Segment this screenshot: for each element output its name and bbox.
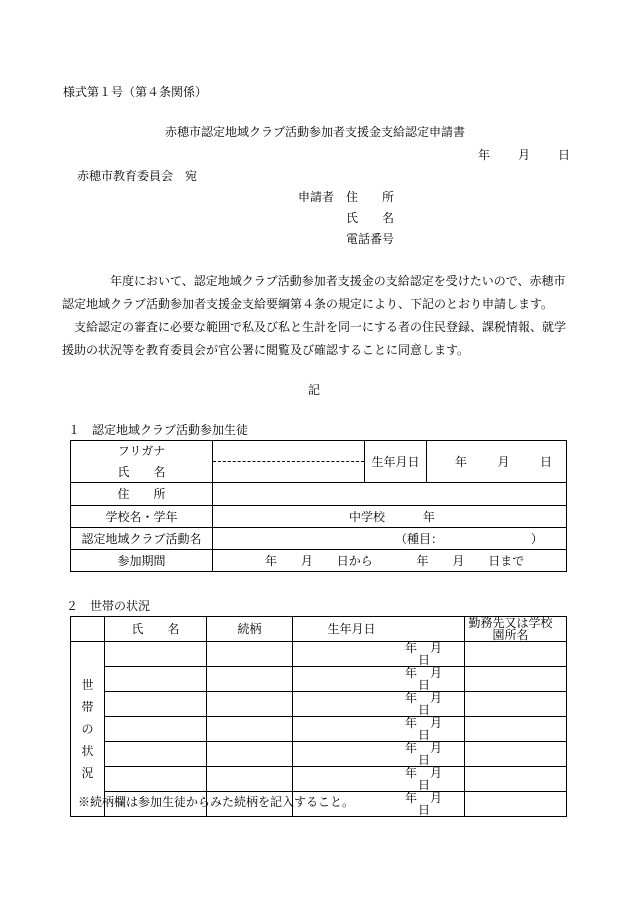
body-paragraph-1: 年度において、認定地域クラブ活動参加者支援金の支給認定を受けたいので、赤穂市認定地域クラブ活動参加者支援金支給要綱第４条の規定により、下記のとおり申請します。 xyxy=(62,274,566,311)
student-name-field[interactable] xyxy=(213,462,365,483)
member-birth-year-label: 年 xyxy=(405,741,418,755)
member-birth-month-label: 月 xyxy=(430,691,443,705)
side-label-char: 世 xyxy=(81,678,94,692)
member-birth-day-label: 日 xyxy=(418,728,431,742)
header-birthdate: 生年月日 xyxy=(293,617,465,642)
member-workplace-cell[interactable] xyxy=(465,717,567,742)
header-workplace: 勤務先又は学校園所名 xyxy=(465,617,567,642)
side-label-char: の xyxy=(81,722,94,736)
member-birthdate-cell[interactable] xyxy=(293,767,465,792)
member-birth-day-label: 日 xyxy=(418,803,431,817)
club-name-field[interactable] xyxy=(213,528,567,550)
period-from-day: 日から xyxy=(336,553,373,568)
school-suffix: 中学校 xyxy=(349,509,386,524)
furigana-field[interactable] xyxy=(213,441,365,462)
student-table xyxy=(70,440,567,572)
member-birth-month-label: 月 xyxy=(430,641,443,655)
furigana-label: フリガナ xyxy=(71,441,213,462)
applicant-address-label: 住 所 xyxy=(346,190,395,204)
period-field[interactable] xyxy=(213,550,567,572)
date-day-label: 日 xyxy=(557,148,570,162)
side-label-char: 状 xyxy=(81,744,94,758)
student-name-label: 氏 名 xyxy=(71,462,213,483)
side-label-char: 況 xyxy=(81,766,94,780)
member-birth-year-label: 年 xyxy=(405,716,418,730)
member-birthdate-cell[interactable] xyxy=(293,742,465,767)
member-birth-year-label: 年 xyxy=(405,666,418,680)
household-rows xyxy=(71,642,567,817)
period-to-month: 月 xyxy=(452,553,465,568)
table-row xyxy=(71,667,567,692)
member-birth-day-label: 日 xyxy=(418,653,431,667)
student-address-label: 住 所 xyxy=(71,483,213,506)
member-birth-month-label: 月 xyxy=(430,741,443,755)
ki-heading: 記 xyxy=(308,383,321,397)
school-grade-field[interactable] xyxy=(213,506,567,528)
member-relation-cell[interactable] xyxy=(207,717,293,742)
member-workplace-cell[interactable] xyxy=(465,792,567,817)
section1-heading: １ 認定地域クラブ活動参加生徒 xyxy=(68,423,249,437)
member-birthdate-cell[interactable] xyxy=(293,692,465,717)
member-workplace-cell[interactable] xyxy=(465,692,567,717)
member-name-cell[interactable] xyxy=(105,667,207,692)
member-relation-cell[interactable] xyxy=(207,667,293,692)
side-label-char: 帯 xyxy=(81,700,94,714)
club-event-close: ） xyxy=(530,531,543,546)
applicant-label: 申請者 xyxy=(298,190,335,204)
addressee: 赤穂市教育委員会 宛 xyxy=(77,169,198,183)
relation-note: ※続柄欄は参加生徒からみた続柄を記入すること。 xyxy=(78,795,355,809)
school-grade-label: 学校名・学年 xyxy=(71,506,213,528)
table-row xyxy=(71,692,567,717)
document-title: 赤穂市認定地域クラブ活動参加者支援金支給認定申請書 xyxy=(164,125,465,139)
member-birth-year-label: 年 xyxy=(405,766,418,780)
member-birthdate-cell[interactable] xyxy=(293,642,465,667)
member-name-cell[interactable] xyxy=(105,692,207,717)
member-birth-month-label: 月 xyxy=(430,791,443,805)
household-table xyxy=(70,616,567,817)
period-label: 参加期間 xyxy=(71,550,213,572)
member-name-cell[interactable] xyxy=(105,767,207,792)
club-event-open: （種目： xyxy=(395,531,444,546)
member-birthdate-cell[interactable] xyxy=(293,717,465,742)
table-row xyxy=(71,717,567,742)
member-relation-cell[interactable] xyxy=(207,742,293,767)
birth-year-label: 年 xyxy=(455,454,468,469)
period-from-month: 月 xyxy=(300,553,313,568)
member-birth-day-label: 日 xyxy=(418,678,431,692)
club-name-label: 認定地域クラブ活動名 xyxy=(71,528,213,550)
member-birth-month-label: 月 xyxy=(430,766,443,780)
birth-day-label: 日 xyxy=(539,454,552,469)
corner-cell xyxy=(71,617,105,642)
section2-heading: ２ 世帯の状況 xyxy=(66,599,151,613)
period-to-year: 年 xyxy=(416,553,429,568)
member-relation-cell[interactable] xyxy=(207,642,293,667)
birth-month-label: 月 xyxy=(497,454,510,469)
header-relation: 続柄 xyxy=(207,617,293,642)
member-name-cell[interactable] xyxy=(105,717,207,742)
birthdate-label: 生年月日 xyxy=(365,441,427,483)
member-relation-cell[interactable] xyxy=(207,692,293,717)
household-side-label xyxy=(71,642,105,817)
member-birth-month-label: 月 xyxy=(430,666,443,680)
member-birth-day-label: 日 xyxy=(418,753,431,767)
period-to-day: 日まで xyxy=(488,553,525,568)
applicant-name-label: 氏 名 xyxy=(346,211,395,225)
date-month-label: 月 xyxy=(517,148,530,162)
table-row xyxy=(71,742,567,767)
header-name: 氏 名 xyxy=(105,617,207,642)
grade-suffix: 年 xyxy=(422,509,435,524)
member-relation-cell[interactable] xyxy=(207,767,293,792)
member-birth-day-label: 日 xyxy=(418,778,431,792)
table-row xyxy=(71,767,567,792)
body-paragraph-2: 支給認定の審査に必要な範囲で私及び私と生計を同一にする者の住民登録、課税情報、就学援助の状況等を教育委員会が官公署に閲覧及び確認することに同意します。 xyxy=(62,320,567,357)
date-year-label: 年 xyxy=(478,148,491,162)
period-from-year: 年 xyxy=(265,553,278,568)
birthdate-field[interactable] xyxy=(427,441,567,483)
member-birthdate-cell[interactable] xyxy=(293,667,465,692)
member-name-cell[interactable] xyxy=(105,742,207,767)
member-birth-day-label: 日 xyxy=(418,703,431,717)
table-row xyxy=(71,642,567,667)
member-name-cell[interactable] xyxy=(105,642,207,667)
member-workplace-cell[interactable] xyxy=(465,667,567,692)
student-address-field[interactable] xyxy=(213,483,567,506)
member-birth-year-label: 年 xyxy=(405,691,418,705)
applicant-phone-label: 電話番号 xyxy=(346,232,395,246)
member-birth-year-label: 年 xyxy=(405,791,418,805)
member-workplace-cell[interactable] xyxy=(465,742,567,767)
member-birth-year-label: 年 xyxy=(405,641,418,655)
member-birth-month-label: 月 xyxy=(430,716,443,730)
member-workplace-cell[interactable] xyxy=(465,642,567,667)
member-workplace-cell[interactable] xyxy=(465,767,567,792)
form-number: 様式第１号（第４条関係） xyxy=(63,85,208,99)
application-date xyxy=(478,149,570,161)
